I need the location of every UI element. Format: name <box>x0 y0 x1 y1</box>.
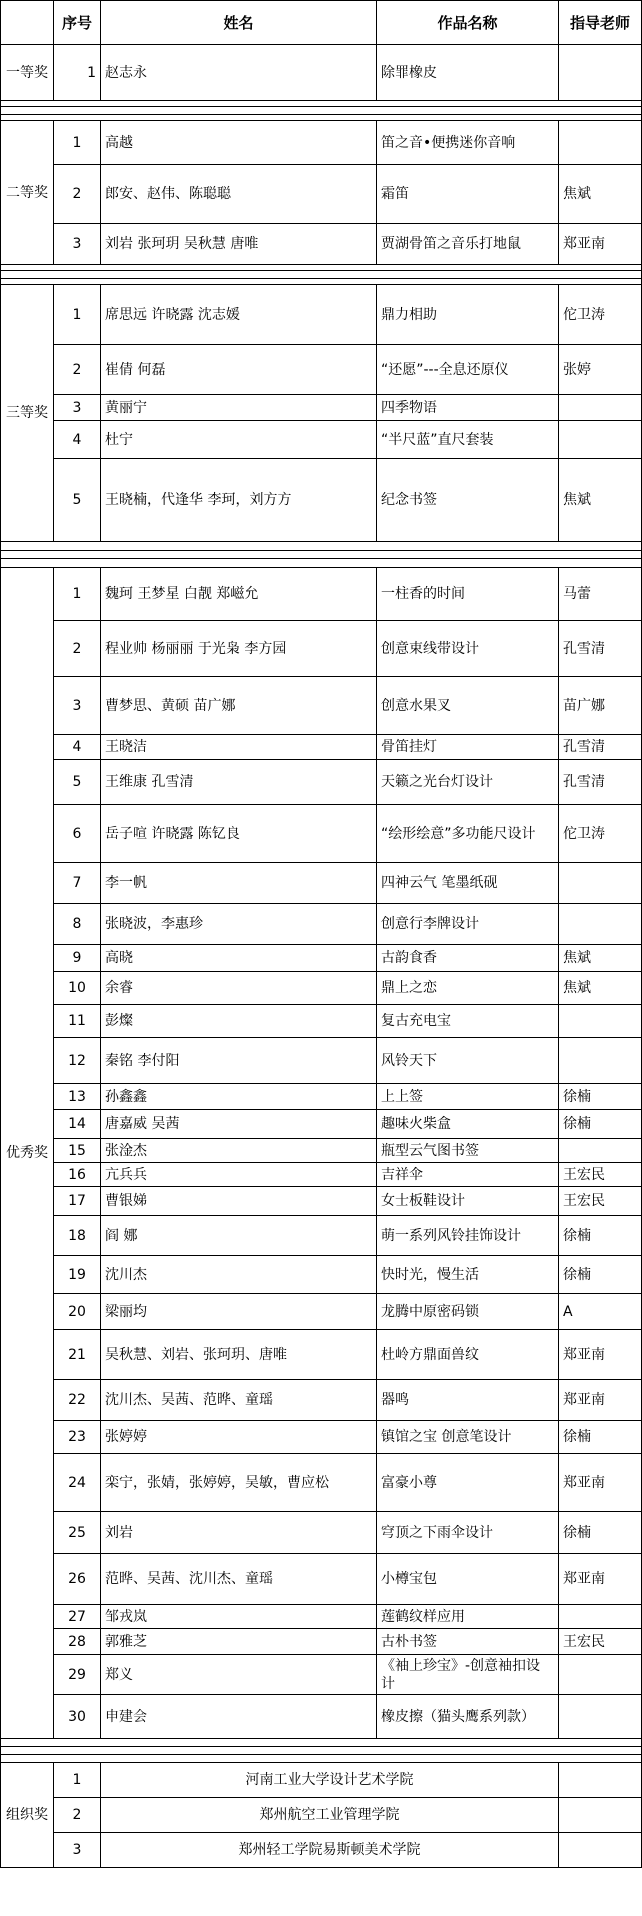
row-work: 鼎力相助 <box>377 285 559 345</box>
table-row <box>1 165 642 224</box>
table-row <box>1 459 642 542</box>
row-index: 23 <box>54 1421 101 1454</box>
table-row <box>1 1695 642 1739</box>
section-separator <box>1 265 642 285</box>
table-row <box>1 1798 642 1833</box>
row-teacher <box>559 1038 642 1084</box>
row-work: 杜岭方鼎面兽纹 <box>377 1330 559 1380</box>
table-row <box>1 1655 642 1695</box>
row-index: 1 <box>54 45 101 101</box>
section-separator <box>1 542 642 568</box>
row-index: 3 <box>54 1833 101 1868</box>
row-index: 3 <box>54 395 101 421</box>
row-name: 郑义 <box>101 1655 377 1695</box>
row-teacher: 苗广娜 <box>559 677 642 735</box>
row-work: 器鸣 <box>377 1380 559 1421</box>
table-row <box>1 1605 642 1629</box>
row-work: 风铃天下 <box>377 1038 559 1084</box>
row-teacher <box>559 1139 642 1163</box>
table-row <box>1 1380 642 1421</box>
row-name: 彭燦 <box>101 1005 377 1038</box>
row-index: 15 <box>54 1139 101 1163</box>
table-row <box>1 621 642 677</box>
row-teacher: 郑亚南 <box>559 1554 642 1605</box>
row-teacher: 郑亚南 <box>559 224 642 265</box>
row-index: 3 <box>54 677 101 735</box>
row-work: 女士板鞋设计 <box>377 1187 559 1216</box>
table-row <box>1 972 642 1005</box>
table-row <box>1 1454 642 1512</box>
table-row <box>1 735 642 760</box>
row-name: 沈川杰、吴茜、范晔、童瑶 <box>101 1380 377 1421</box>
award-third: 三等奖 <box>1 285 54 542</box>
row-work: 天籁之光台灯设计 <box>377 760 559 805</box>
row-teacher: 郑亚南 <box>559 1380 642 1421</box>
row-work: 龙腾中原密码锁 <box>377 1294 559 1330</box>
row-work: 霜笛 <box>377 165 559 224</box>
table-row <box>1 1163 642 1187</box>
row-work: 古韵食香 <box>377 945 559 972</box>
row-work: 笛之音•便携迷你音响 <box>377 121 559 165</box>
row-teacher: 徐楠 <box>559 1084 642 1110</box>
row-index: 7 <box>54 863 101 904</box>
row-work: 上上签 <box>377 1084 559 1110</box>
row-index: 2 <box>54 345 101 395</box>
row-name: 郎安、赵伟、陈聪聪 <box>101 165 377 224</box>
row-index: 6 <box>54 805 101 863</box>
row-work: 纪念书签 <box>377 459 559 542</box>
row-name: 程业帅 杨丽丽 于光枭 李方园 <box>101 621 377 677</box>
row-work: 穹顶之下雨伞设计 <box>377 1512 559 1554</box>
row-teacher: 孔雪清 <box>559 621 642 677</box>
row-name: 唐嘉威 吴茜 <box>101 1110 377 1139</box>
row-name: 王晓洁 <box>101 735 377 760</box>
row-teacher: 郑亚南 <box>559 1454 642 1512</box>
row-index: 1 <box>54 121 101 165</box>
row-name: 李一帆 <box>101 863 377 904</box>
row-work: 四神云气 笔墨纸砚 <box>377 863 559 904</box>
row-index: 28 <box>54 1629 101 1655</box>
row-work: 创意束线带设计 <box>377 621 559 677</box>
table-row <box>1 1139 642 1163</box>
row-name: 余睿 <box>101 972 377 1005</box>
row-teacher: 郑亚南 <box>559 1330 642 1380</box>
org-name: 郑州航空工业管理学院 <box>101 1798 559 1833</box>
row-name: 吴秋慧、刘岩、张珂玥、唐唯 <box>101 1330 377 1380</box>
row-name: 高晓 <box>101 945 377 972</box>
row-index: 17 <box>54 1187 101 1216</box>
row-teacher <box>559 1605 642 1629</box>
table-row <box>1 677 642 735</box>
table-row <box>1 1005 642 1038</box>
row-name: 沈川杰 <box>101 1256 377 1294</box>
row-teacher <box>559 45 642 101</box>
row-index: 27 <box>54 1605 101 1629</box>
row-work: 吉祥伞 <box>377 1163 559 1187</box>
row-teacher: A <box>559 1294 642 1330</box>
table-row <box>1 1256 642 1294</box>
row-teacher <box>559 421 642 459</box>
row-teacher: 徐楠 <box>559 1110 642 1139</box>
row-index: 5 <box>54 760 101 805</box>
row-name: 栾宁，张婧，张婷婷，吴敏，曹应松 <box>101 1454 377 1512</box>
row-index: 13 <box>54 1084 101 1110</box>
row-teacher: 王宏民 <box>559 1629 642 1655</box>
row-work: 萌一系列风铃挂饰设计 <box>377 1216 559 1256</box>
row-name: 孙鑫鑫 <box>101 1084 377 1110</box>
row-teacher <box>559 1655 642 1695</box>
row-index: 16 <box>54 1163 101 1187</box>
row-teacher: 张婷 <box>559 345 642 395</box>
row-teacher <box>559 904 642 945</box>
table-row <box>1 1110 642 1139</box>
table-row <box>1 805 642 863</box>
row-index: 1 <box>54 568 101 621</box>
row-name: 杜宁 <box>101 421 377 459</box>
row-name: 梁丽均 <box>101 1294 377 1330</box>
row-name: 曹银娣 <box>101 1187 377 1216</box>
row-work: “还愿”---全息还原仪 <box>377 345 559 395</box>
row-name: 张淦杰 <box>101 1139 377 1163</box>
row-name: 郭雅芝 <box>101 1629 377 1655</box>
row-index: 4 <box>54 421 101 459</box>
row-name: 魏珂 王梦星 白靓 郑嵫允 <box>101 568 377 621</box>
table-row <box>1 1084 642 1110</box>
row-work: 小樽宝包 <box>377 1554 559 1605</box>
row-name: 申建会 <box>101 1695 377 1739</box>
row-teacher: 马蕾 <box>559 568 642 621</box>
row-teacher: 焦斌 <box>559 972 642 1005</box>
row-work: 一柱香的时间 <box>377 568 559 621</box>
award-first: 一等奖 <box>1 45 54 101</box>
table-row <box>1 1216 642 1256</box>
row-name: 黄丽宁 <box>101 395 377 421</box>
row-index: 12 <box>54 1038 101 1084</box>
row-index: 8 <box>54 904 101 945</box>
row-work: 橡皮擦（猫头鹰系列款） <box>377 1695 559 1739</box>
row-index: 1 <box>54 1763 101 1798</box>
row-index: 1 <box>54 285 101 345</box>
row-teacher: 王宏民 <box>559 1187 642 1216</box>
row-teacher: 佗卫涛 <box>559 805 642 863</box>
row-work: “绘形绘意”多功能尺设计 <box>377 805 559 863</box>
row-index: 4 <box>54 735 101 760</box>
row-teacher <box>559 1005 642 1038</box>
header-work: 作品名称 <box>377 1 559 45</box>
row-index: 10 <box>54 972 101 1005</box>
award-organization: 组织奖 <box>1 1763 54 1868</box>
org-name: 河南工业大学设计艺术学院 <box>101 1763 559 1798</box>
row-name: 刘岩 <box>101 1512 377 1554</box>
row-teacher <box>559 121 642 165</box>
row-teacher: 徐楠 <box>559 1512 642 1554</box>
section-separator <box>1 1739 642 1763</box>
table-row <box>1 224 642 265</box>
org-name: 郑州轻工学院易斯顿美术学院 <box>101 1833 559 1868</box>
row-name: 阎 娜 <box>101 1216 377 1256</box>
table-row <box>1 1421 642 1454</box>
row-name: 高越 <box>101 121 377 165</box>
row-index: 2 <box>54 1798 101 1833</box>
award-excellent: 优秀奖 <box>1 568 54 1739</box>
row-work: 复古充电宝 <box>377 1005 559 1038</box>
row-index: 5 <box>54 459 101 542</box>
row-work: 创意行李牌设计 <box>377 904 559 945</box>
award-second: 二等奖 <box>1 121 54 265</box>
row-work: 古朴书签 <box>377 1629 559 1655</box>
row-teacher <box>559 863 642 904</box>
row-teacher-empty <box>559 1833 642 1868</box>
row-teacher: 徐楠 <box>559 1216 642 1256</box>
table-row <box>1 863 642 904</box>
row-work: 瓶型云气图书签 <box>377 1139 559 1163</box>
row-name: 刘岩 张珂玥 吴秋慧 唐唯 <box>101 224 377 265</box>
row-name: 邹戎岚 <box>101 1605 377 1629</box>
row-teacher <box>559 395 642 421</box>
table-row <box>1 45 642 101</box>
row-teacher: 徐楠 <box>559 1256 642 1294</box>
table-row <box>1 1629 642 1655</box>
row-index: 14 <box>54 1110 101 1139</box>
row-work: 莲鹤纹样应用 <box>377 1605 559 1629</box>
row-name: 秦铭 李付阳 <box>101 1038 377 1084</box>
row-work: 《袖上珍宝》-创意袖扣设计 <box>377 1655 559 1695</box>
row-teacher: 徐楠 <box>559 1421 642 1454</box>
row-teacher-empty <box>559 1763 642 1798</box>
header-award <box>1 1 54 45</box>
row-index: 24 <box>54 1454 101 1512</box>
table-row <box>1 1038 642 1084</box>
table-row <box>1 760 642 805</box>
row-name: 席思远 许晓露 沈志媛 <box>101 285 377 345</box>
row-name: 崔倩 何磊 <box>101 345 377 395</box>
table-row <box>1 568 642 621</box>
table-row <box>1 421 642 459</box>
row-index: 30 <box>54 1695 101 1739</box>
row-work: 创意水果叉 <box>377 677 559 735</box>
header-row <box>1 1 642 45</box>
table-row <box>1 945 642 972</box>
row-index: 21 <box>54 1330 101 1380</box>
row-teacher: 孔雪清 <box>559 735 642 760</box>
table-row <box>1 1554 642 1605</box>
row-work: 快时光，慢生活 <box>377 1256 559 1294</box>
table-row <box>1 1833 642 1868</box>
row-teacher: 佗卫涛 <box>559 285 642 345</box>
row-work: 除罪橡皮 <box>377 45 559 101</box>
table-row <box>1 395 642 421</box>
row-name: 范晔、吴茜、沈川杰、童瑶 <box>101 1554 377 1605</box>
table-row <box>1 285 642 345</box>
header-name: 姓名 <box>101 1 377 45</box>
row-work: 趣味火柴盒 <box>377 1110 559 1139</box>
table-row <box>1 121 642 165</box>
row-work: “半尺蓝”直尺套装 <box>377 421 559 459</box>
header-teacher: 指导老师 <box>559 1 642 45</box>
row-index: 9 <box>54 945 101 972</box>
row-teacher <box>559 1695 642 1739</box>
row-name: 亢兵兵 <box>101 1163 377 1187</box>
row-work: 骨笛挂灯 <box>377 735 559 760</box>
row-name: 王维康 孔雪清 <box>101 760 377 805</box>
row-name: 张婷婷 <box>101 1421 377 1454</box>
row-index: 26 <box>54 1554 101 1605</box>
row-teacher: 焦斌 <box>559 459 642 542</box>
row-index: 22 <box>54 1380 101 1421</box>
row-work: 富豪小尊 <box>377 1454 559 1512</box>
table-row <box>1 1763 642 1798</box>
row-work: 鼎上之恋 <box>377 972 559 1005</box>
row-name: 赵志永 <box>101 45 377 101</box>
row-teacher: 焦斌 <box>559 945 642 972</box>
row-index: 3 <box>54 224 101 265</box>
row-name: 王晓楠，代逢华 李珂，刘方方 <box>101 459 377 542</box>
row-index: 20 <box>54 1294 101 1330</box>
row-index: 2 <box>54 165 101 224</box>
row-teacher: 孔雪清 <box>559 760 642 805</box>
table-row <box>1 1512 642 1554</box>
row-index: 11 <box>54 1005 101 1038</box>
row-work: 四季物语 <box>377 395 559 421</box>
table-row <box>1 345 642 395</box>
table-row <box>1 1294 642 1330</box>
row-name: 曹梦思、黄硕 苗广娜 <box>101 677 377 735</box>
row-teacher: 焦斌 <box>559 165 642 224</box>
table-row <box>1 1187 642 1216</box>
row-name: 岳子喧 许晓露 陈钇良 <box>101 805 377 863</box>
row-index: 19 <box>54 1256 101 1294</box>
row-name: 张晓波，李惠珍 <box>101 904 377 945</box>
row-index: 29 <box>54 1655 101 1695</box>
table-row <box>1 1330 642 1380</box>
row-index: 25 <box>54 1512 101 1554</box>
section-separator <box>1 101 642 121</box>
row-work: 贾湖骨笛之音乐打地鼠 <box>377 224 559 265</box>
table-row <box>1 904 642 945</box>
row-teacher: 王宏民 <box>559 1163 642 1187</box>
header-index: 序号 <box>54 1 101 45</box>
row-work: 镇馆之宝 创意笔设计 <box>377 1421 559 1454</box>
row-index: 18 <box>54 1216 101 1256</box>
row-index: 2 <box>54 621 101 677</box>
row-teacher-empty <box>559 1798 642 1833</box>
